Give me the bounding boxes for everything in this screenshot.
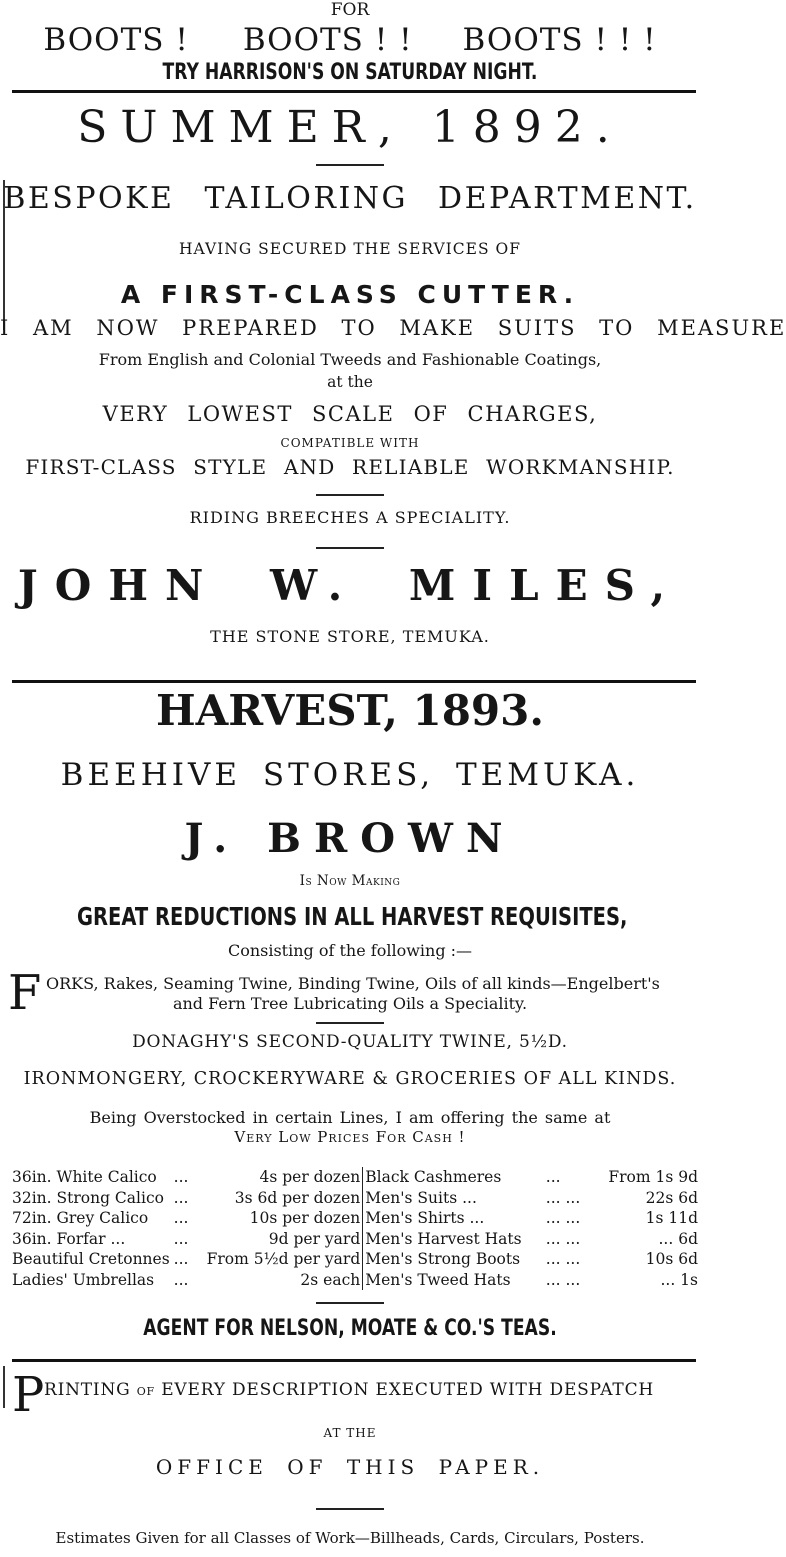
agent-line: AGENT FOR NELSON, MOATE & CO.'S TEAS.: [143, 1316, 557, 1341]
fabrics-line: From English and Colonial Tweeds and Fashionable Coatings,: [98, 350, 602, 369]
printing-rest: EVERY DESCRIPTION EXECUTED WITH DESPATCH: [161, 1380, 654, 1400]
table-row: [10, 1167, 700, 1188]
item-dots: ...: [173, 1188, 189, 1207]
season-heading: SUMMER, 1892.: [77, 102, 623, 153]
low-prices-line: Very Low Prices For Cash !: [234, 1128, 466, 1146]
charges-line: VERY LOWEST SCALE OF CHARGES,: [102, 402, 598, 426]
table-row: [10, 1270, 700, 1291]
item-dots: ... ...: [545, 1209, 581, 1227]
cutter-line: A FIRST-CLASS CUTTER.: [120, 280, 580, 309]
item-price: 3s 6d per dozen: [234, 1188, 361, 1207]
short-rule: [316, 164, 384, 166]
miles-address: THE STONE STORE, TEMUKA.: [210, 627, 490, 646]
for-label: FOR: [330, 0, 370, 20]
short-rule: [316, 547, 384, 549]
item-name: Men's Strong Boots: [363, 1249, 544, 1270]
item-name: Men's Shirts ...: [363, 1208, 544, 1229]
item-name: 32in. Strong Calico: [12, 1188, 164, 1207]
boots-2: BOOTS ! !: [242, 22, 413, 58]
ironmongery-line: IRONMONGERY, CROCKERYWARE & GROCERIES OF ALL KINDS.: [23, 1069, 677, 1089]
item-price: 1s 11d: [645, 1209, 698, 1227]
consisting-line: Consisting of the following :—: [227, 941, 473, 960]
estimates-line: Estimates Given for all Classes of Work—Billheads, Cards, Circulars, Posters.: [55, 1529, 645, 1547]
breeches-line: RIDING BREECHES A SPECIALITY.: [189, 508, 511, 527]
forks-line-1: ORKS, Rakes, Seaming Twine, Binding Twine, Oils of all kinds—Engelbert's: [46, 974, 660, 993]
item-price: 10s 6d: [645, 1250, 698, 1268]
department-heading: BESPOKE TAILORING DEPARTMENT.: [3, 181, 697, 216]
proprietor-miles: JOHN W. MILES,: [17, 561, 683, 610]
item-dots: ...: [173, 1250, 189, 1268]
item-dots: ... ...: [545, 1229, 581, 1248]
item-name: Men's Harvest Hats: [363, 1229, 544, 1250]
short-rule: [316, 494, 384, 496]
short-rule: [316, 1302, 384, 1304]
item-dots: ...: [173, 1229, 189, 1248]
item-name: 72in. Grey Calico: [12, 1209, 149, 1227]
item-name: Ladies' Umbrellas: [12, 1270, 155, 1289]
boots-headline: [0, 22, 700, 58]
reductions-line: GREAT REDUCTIONS IN ALL HARVEST REQUISITES,: [77, 902, 628, 931]
printing-of: OF: [136, 1385, 155, 1398]
column-edge-line: [3, 1366, 5, 1408]
forks-dropcap: F: [8, 965, 42, 1021]
item-name: Beautiful Cretonnes: [12, 1250, 170, 1268]
twine-line: DONAGHY'S SECOND-QUALITY TWINE, 5½D.: [132, 1032, 568, 1052]
item-price: 10s per dozen: [249, 1209, 361, 1227]
reductions-wrap: [0, 902, 700, 931]
divider-rule: [12, 680, 696, 683]
boots-3: BOOTS ! ! !: [462, 22, 657, 58]
forks-line-2: and Fern Tree Lubricating Oils a Speciality.: [172, 994, 528, 1013]
item-price: ... 6d: [658, 1229, 698, 1248]
item-name: 36in. White Calico: [12, 1168, 157, 1186]
printing-word: RINTING: [44, 1380, 131, 1400]
item-price: From 1s 9d: [608, 1168, 698, 1186]
printing-line: [44, 1380, 654, 1400]
item-dots: ... ...: [545, 1188, 581, 1207]
services-line: HAVING SECURED THE SERVICES OF: [179, 240, 521, 258]
style-line: FIRST-CLASS STYLE AND RELIABLE WORKMANSHIP.: [25, 455, 675, 479]
office-line: OFFICE OF THIS PAPER.: [155, 1455, 545, 1479]
table-row: [10, 1249, 700, 1270]
table-row: [10, 1229, 700, 1250]
item-name: 36in. Forfar ...: [12, 1229, 126, 1248]
table-row: [10, 1188, 700, 1209]
short-rule: [316, 1508, 384, 1510]
at-the-line: at the: [327, 373, 373, 391]
agent-wrap: [0, 1316, 700, 1341]
item-price: ... 1s: [660, 1270, 698, 1289]
item-name: Men's Suits ...: [363, 1188, 544, 1209]
item-dots: ... ...: [545, 1270, 581, 1289]
at-the-small: AT THE: [323, 1426, 377, 1440]
boots-tagline-wrap: [0, 60, 700, 85]
proprietor-brown: J. BROWN: [184, 815, 516, 862]
harvest-title: HARVEST, 1893.: [155, 686, 544, 735]
table-row: [10, 1208, 700, 1229]
item-dots: ...: [173, 1270, 189, 1289]
divider-rule: [12, 90, 696, 93]
compatible-line: COMPATIBLE WITH: [280, 436, 420, 450]
item-name: Black Cashmeres: [363, 1167, 544, 1188]
overstocked-line: Being Overstocked in certain Lines, I am offering the same at: [89, 1108, 611, 1127]
item-dots: ... ...: [545, 1250, 581, 1268]
short-rule: [316, 1022, 384, 1024]
item-dots: ...: [545, 1168, 561, 1186]
item-price: From 5½d per yard: [206, 1250, 361, 1268]
boots-1: BOOTS !: [43, 22, 189, 58]
item-price: 2s each: [300, 1270, 361, 1289]
prepared-line: I AM NOW PREPARED TO MAKE SUITS TO MEASURE: [0, 316, 786, 340]
item-price: 4s per dozen: [259, 1168, 361, 1186]
item-price: 9d per yard: [268, 1229, 361, 1248]
making-line: Is Now Making: [299, 873, 401, 889]
beehive-heading: BEEHIVE STORES, TEMUKA.: [60, 757, 640, 793]
item-dots: ...: [173, 1168, 189, 1186]
item-dots: ...: [173, 1209, 189, 1227]
divider-rule: [12, 1359, 696, 1362]
item-name: Men's Tweed Hats: [363, 1270, 544, 1291]
price-list-table: [10, 1167, 700, 1290]
boots-tagline: TRY HARRISON'S ON SATURDAY NIGHT.: [162, 60, 538, 85]
item-price: 22s 6d: [645, 1188, 698, 1207]
printing-dropcap: P: [12, 1367, 45, 1423]
